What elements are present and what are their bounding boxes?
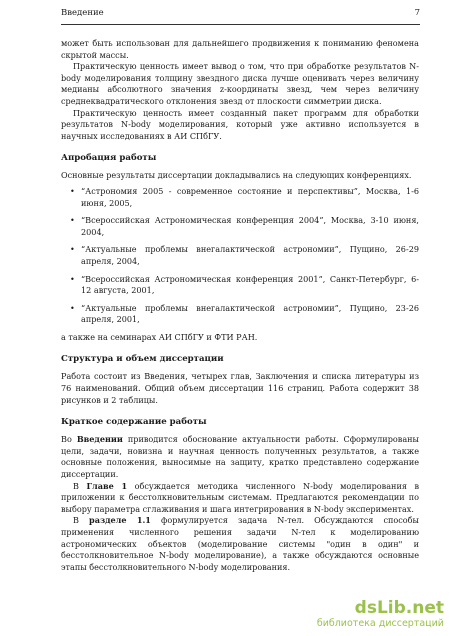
page-body [61, 38, 419, 573]
intro-paragraph-3: Практическую ценность имеет созданный пакет программ для обработки результатов N-body моделирования, который уже активно используется в научных исследованиях в АИ СПбГУ. [61, 107, 419, 141]
summary-p1-post: приводится обоснование актуальности работы. Сформулированы цели, задачи, новизна и научная ценность полученных результатов, а также основные положения, выносимые на защиту, кратко представлено содержание диссертации. [61, 434, 419, 480]
page-number: 7 [414, 8, 420, 18]
header-title: Введение [61, 8, 104, 18]
summary-paragraph-3 [61, 515, 419, 573]
summary-p3-pre: В [73, 515, 90, 526]
watermark-logo: dsLib.net [354, 598, 444, 618]
conference-item: • “Всероссийская Астрономическая конференция 2004”, Москва, 3-10 июня, 2004, [61, 215, 419, 238]
conference-item: • “Астрономия 2005 - современное состояние и перспективы”, Москва, 1-6 июня, 2005, [61, 186, 419, 209]
structure-heading: Структура и объем диссертации [61, 354, 224, 365]
summary-p3-bold: разделе 1.1 [89, 515, 151, 526]
summary-p1-pre: Во [61, 434, 77, 445]
conference-item: • “Всероссийская Астрономическая конференция 2001”, Санкт-Петербург, 6-12 августа, 2001, [61, 274, 419, 297]
approbation-lead: Основные результаты диссертации докладывались на следующих конференциях. [61, 170, 412, 181]
summary-p2-post: обсуждается методика численного N-body моделирования в приложении к бесстолкновительным системам. Предлагаются рекомендации по выбору параметра сглаживания и шага интегрирования в N-body экспериментах. [61, 480, 419, 514]
conference-item: • “Актуальные проблемы внегалактической астрономии”, Пущино, 26-29 апреля, 2004, [61, 244, 419, 267]
watermark-subtitle: библиотека диссертаций [316, 618, 444, 629]
summary-paragraph-2 [61, 481, 419, 516]
conference-list [61, 186, 419, 326]
approbation-seminars: а также на семинарах АИ СПбГУ и ФТИ РАН. [61, 331, 258, 342]
summary-p2-bold: Главе 1 [86, 480, 128, 491]
running-header [61, 8, 420, 25]
summary-p2-pre: В [73, 480, 87, 491]
approbation-heading: Апробация работы [61, 153, 157, 164]
intro-paragraph-2: Практическую ценность имеет вывод о том, что при обработке результатов N-body моделирования толщину звездного диска лучше оценивать через величину медианы абсолютного значения z-координаты звезд, чем через величину среднеквадратического отклонения звезд от плоскости симметрии диска. [61, 61, 419, 106]
structure-text: Работа состоит из Введения, четырех глав, Заключения и списка литературы из 76 наименований. Общий объем диссертации 116 страниц. Работа содержит 38 рисунков и 2 таблицы. [61, 371, 419, 405]
conference-item: • “Актуальные проблемы внегалактической астрономии”, Пущино, 23-26 апреля, 2001, [61, 303, 419, 326]
intro-paragraph-1: может быть использован для дальнейшего продвижения к пониманию феномена скрытой массы. [61, 38, 419, 60]
summary-p1-bold: Введении [76, 434, 123, 445]
dslib-watermark [304, 598, 444, 632]
summary-paragraph-1 [61, 434, 419, 480]
summary-p3-post: формулируется задача N-тел. Обсуждаются способы применения численного решения задачи N-тел к моделированию астрономических объектов (моделирование системы "один в один" и бесстолкновительное N-body моделирование), а также обсуждаются основные этапы бесстолкновительного N-body моделирования. [61, 515, 419, 572]
summary-heading: Краткое содержание работы [61, 417, 207, 428]
